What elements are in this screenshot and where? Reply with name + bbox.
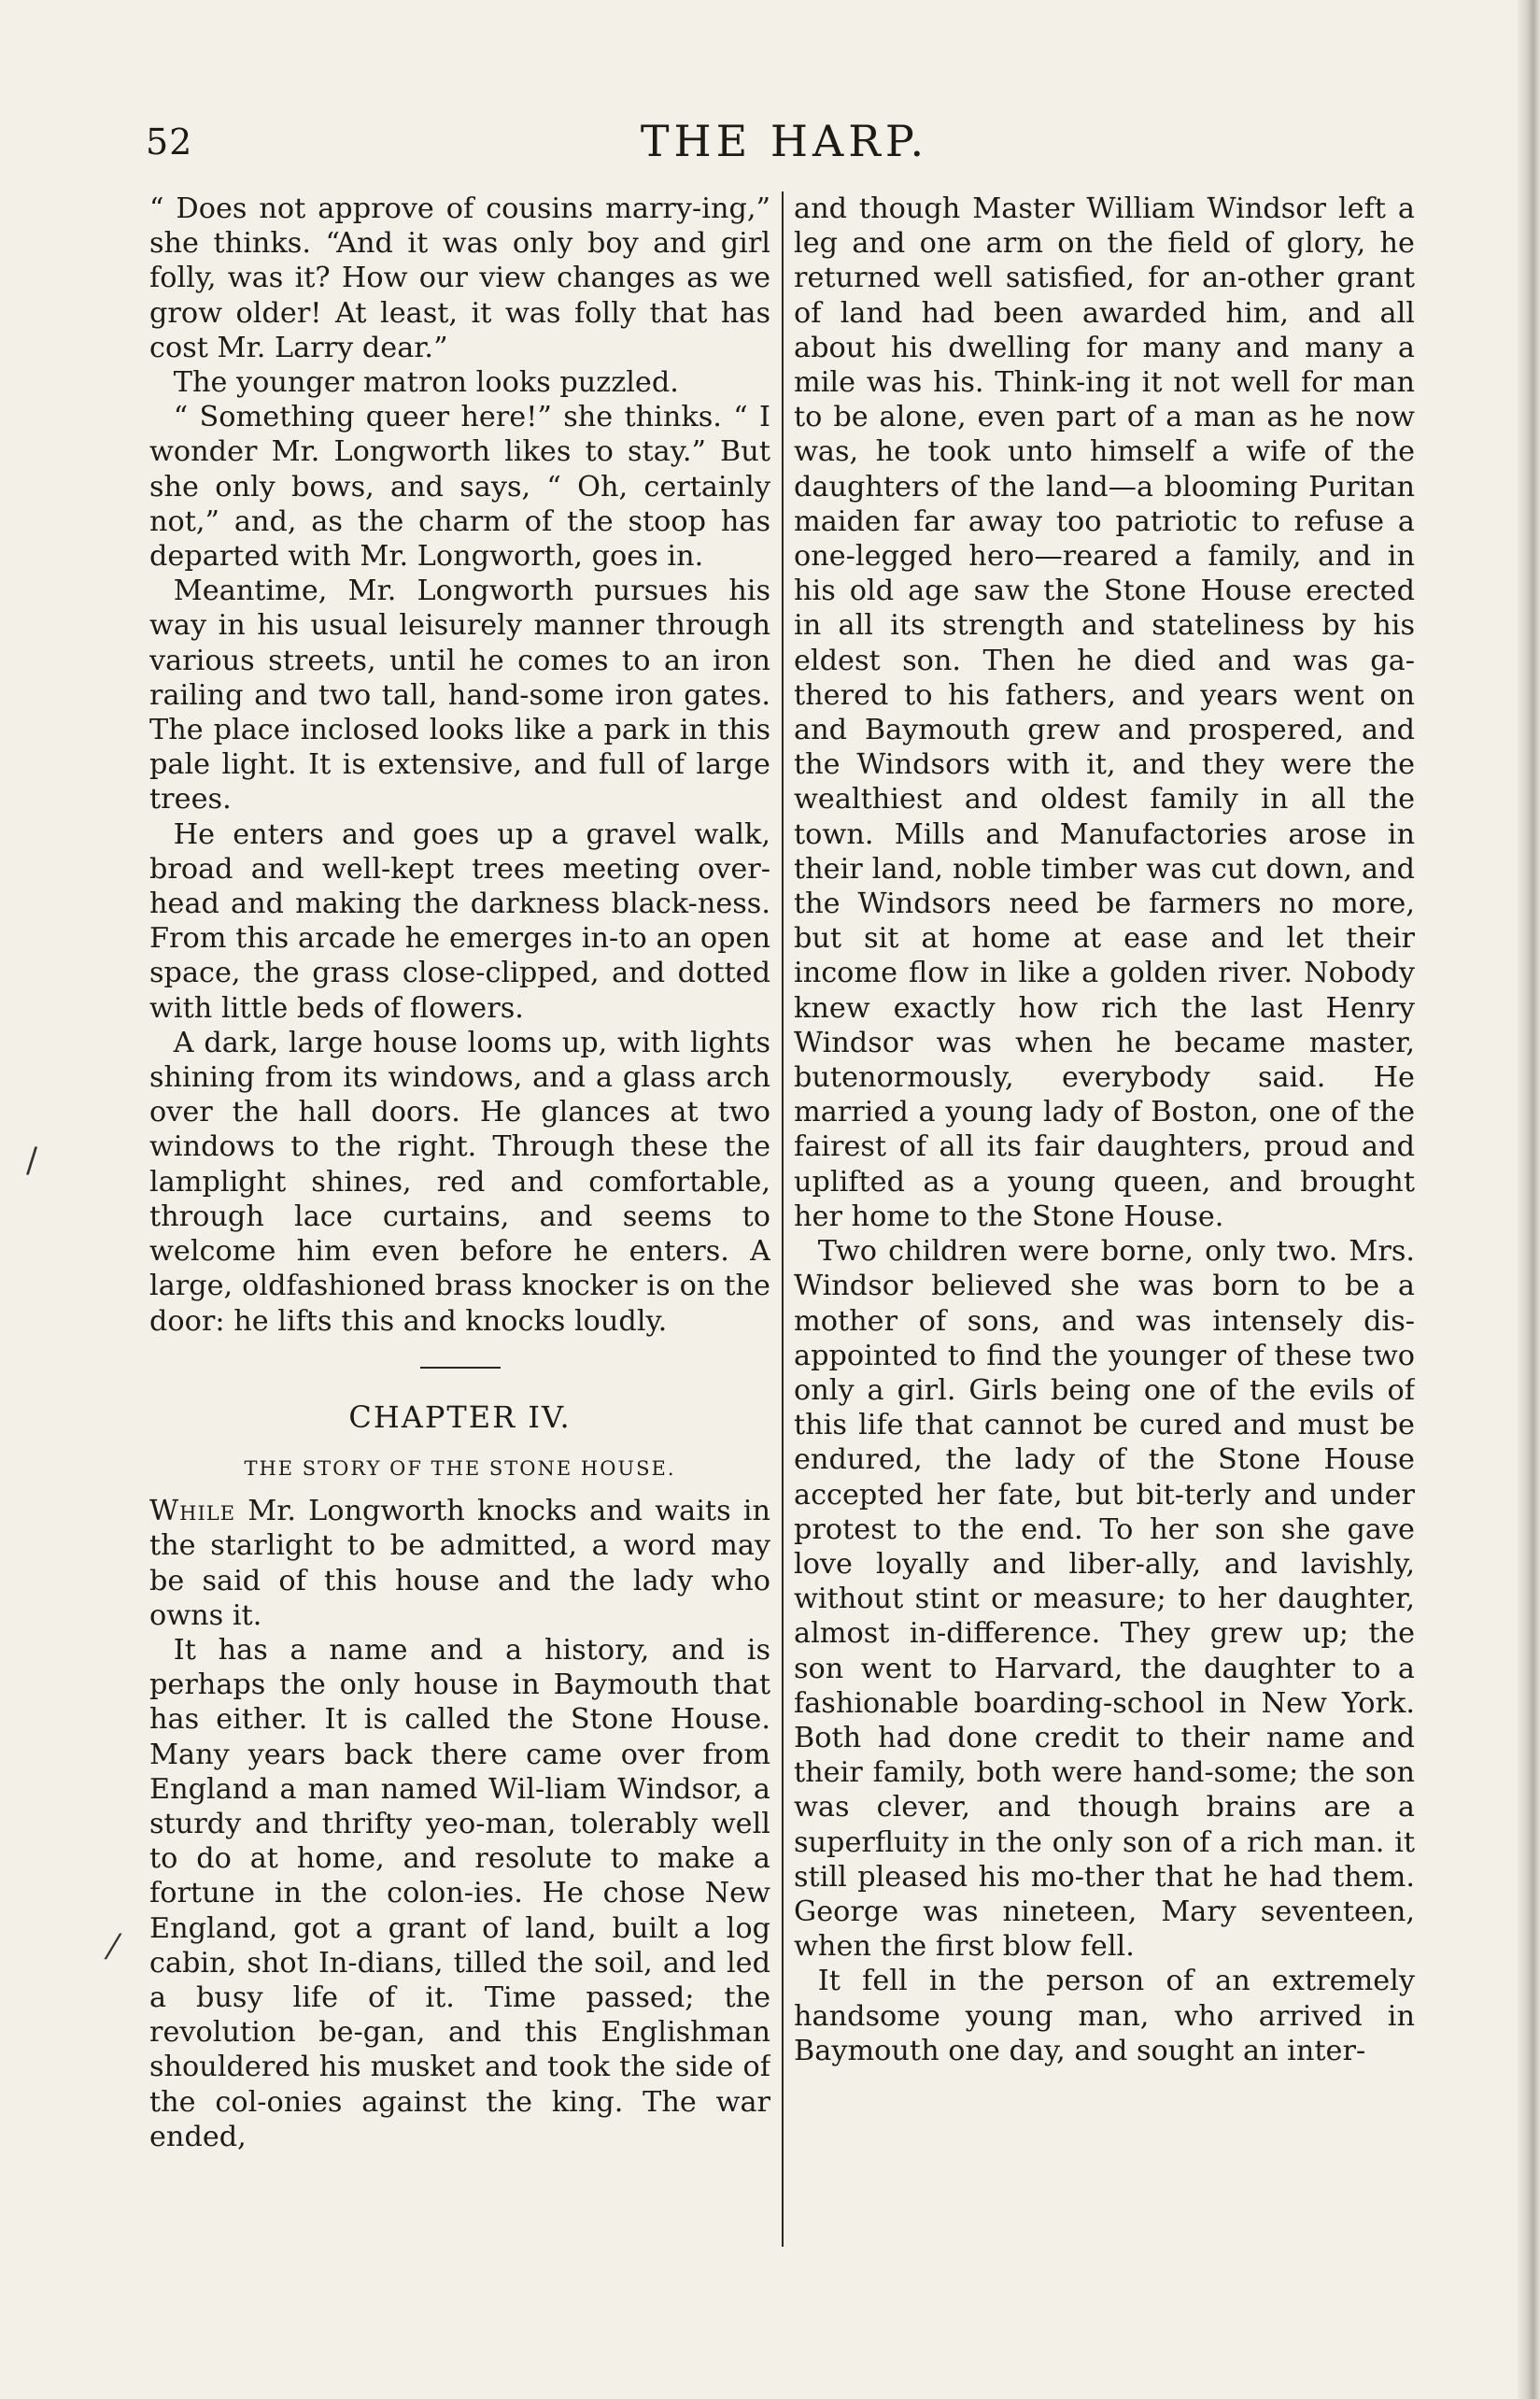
- left-column: [149, 192, 770, 2265]
- section-divider: [420, 1367, 501, 1369]
- column-rule: [782, 192, 784, 2247]
- paragraph: Meantime, Mr. Longworth pursues his way in his usual leisurely manner through various streets, until he comes to an iron railing and two tall, hand-some iron gates. The place inclosed looks like a park in this pale light. It is extensive, and full of large trees.: [149, 575, 770, 816]
- page-edge-scan-artifact: [1518, 0, 1540, 2399]
- drop-lead-word: While: [149, 1495, 236, 1528]
- paragraph: and though Master William Windsor left a leg and one arm on the field of glory, he returned well satisfied, for an-other grant of land had been awarded him, and all about his dwelling for many and many a mile was his. Think-ing it not well for man to be alone, even part of a man as he now was, he took unto himself a wife of the daughters of the land—a blooming Puritan maiden far away too patriotic to refuse a one-legged hero—reared a family, and in his old age saw the Stone House erected in all its strength and stateliness by his eldest son. Then he died and was ga-thered to his fathers, and years went on and Baymouth grew and prospered, and the Windsors with it, and they were the wealthiest and oldest family in all the town. Mills and Manufactories arose in their land, noble timber was cut down, and the Windsors need be farmers no more, but sit at home at ease and let their income flow in like a golden river. Nobody knew exactly how rich the last Henry Windsor was when he became master, butenormously, everybody said. He married a young lady of Boston, one of the fairest of all its fair daughters, proud and uplifted as a young queen, and brought her home to the Stone House.: [794, 192, 1415, 1233]
- chapter-opening-paragraph: [149, 1494, 770, 1633]
- paragraph-text: Mr. Longworth knocks and waits in the starlight to be admitted, a word may be said of this house and the lady who owns it.: [149, 1495, 770, 1632]
- paragraph: He enters and goes up a gravel walk, broad and well-kept trees meeting over-head and making the darkness black-ness. From this arcade he emerges in-to an open space, the grass close-clipped, and dotted with little beds of flowers.: [149, 817, 770, 1025]
- margin-pencil-mark: ⁄: [110, 1929, 117, 1967]
- chapter-subtitle: THE STORY OF THE STONE HOUSE.: [244, 1456, 676, 1480]
- paragraph: It has a name and a history, and is perhaps the only house in Baymouth that has either. It is called the Stone House. Many years back there came over from England a man named Wil-liam Windsor, a sturdy and thrifty yeo-man, tolerably well to do at home, and resolute to make a fortune in the colon-ies. He chose New England, got a grant of land, built a log cabin, shot In-dians, tilled the soil, and led a busy life of it. Time passed; the revolution be-gan, and this Englishman shouldered his musket and took the side of the col-onies against the king. The war ended,: [149, 1633, 770, 2153]
- paragraph: “ Does not approve of cousins marry-ing,” she thinks. “And it was only boy and girl folly, was it? How our view changes as we grow older! At least, it was folly that has cost Mr. Larry dear.”: [149, 192, 770, 364]
- paragraph: Two children were borne, only two. Mrs. Windsor believed she was born to be a mother of sons, and was intensely dis-appointed to find the younger of these two only a girl. Girls being one of the evils of this life that cannot be cured and must be endured, the lady of the Stone House accepted her fate, but bit-terly and under protest to the end. To her son she gave love loyally and liber-ally, and lavishly, without stint or measure; to her daughter, almost in-difference. They grew up; the son went to Harvard, the daughter to a fashionable boarding-school in New York. Both had done credit to their name and their family, both were hand-some; the son was clever, and though brains are a superfluity in the only son of a rich man. it still pleased his mo-ther that he had them. George was nineteen, Mary seventeen, when the first blow fell.: [794, 1235, 1415, 1964]
- page-number: 52: [146, 121, 193, 163]
- right-column: [794, 192, 1415, 2265]
- paragraph: A dark, large house looms up, with lights shining from its windows, and a glass arch over the hall doors. He glances at two windows to the right. Through these the lamplight shines, red and comfortable, through lace curtains, and seems to welcome him even before he enters. A large, oldfashioned brass knocker is on the door: he lifts this and knocks loudly.: [149, 1026, 770, 1338]
- text-columns: [149, 192, 1420, 2265]
- margin-pencil-mark: /: [26, 1142, 38, 1180]
- chapter-title: CHAPTER IV.: [348, 1398, 572, 1435]
- paragraph: The younger matron looks puzzled.: [173, 366, 679, 400]
- paragraph: “ Something queer here!” she thinks. “ I wonder Mr. Longworth likes to stay.” But she only bows, and says, “ Oh, certainly not,” and, as the charm of the stoop has departed with Mr. Longworth, goes in.: [149, 401, 770, 574]
- paragraph: It fell in the person of an extremely handsome young man, who arrived in Baymouth one day, and sought an inter-: [794, 1965, 1415, 2067]
- running-title: THE HARP.: [640, 116, 929, 166]
- page-header: [140, 112, 1429, 168]
